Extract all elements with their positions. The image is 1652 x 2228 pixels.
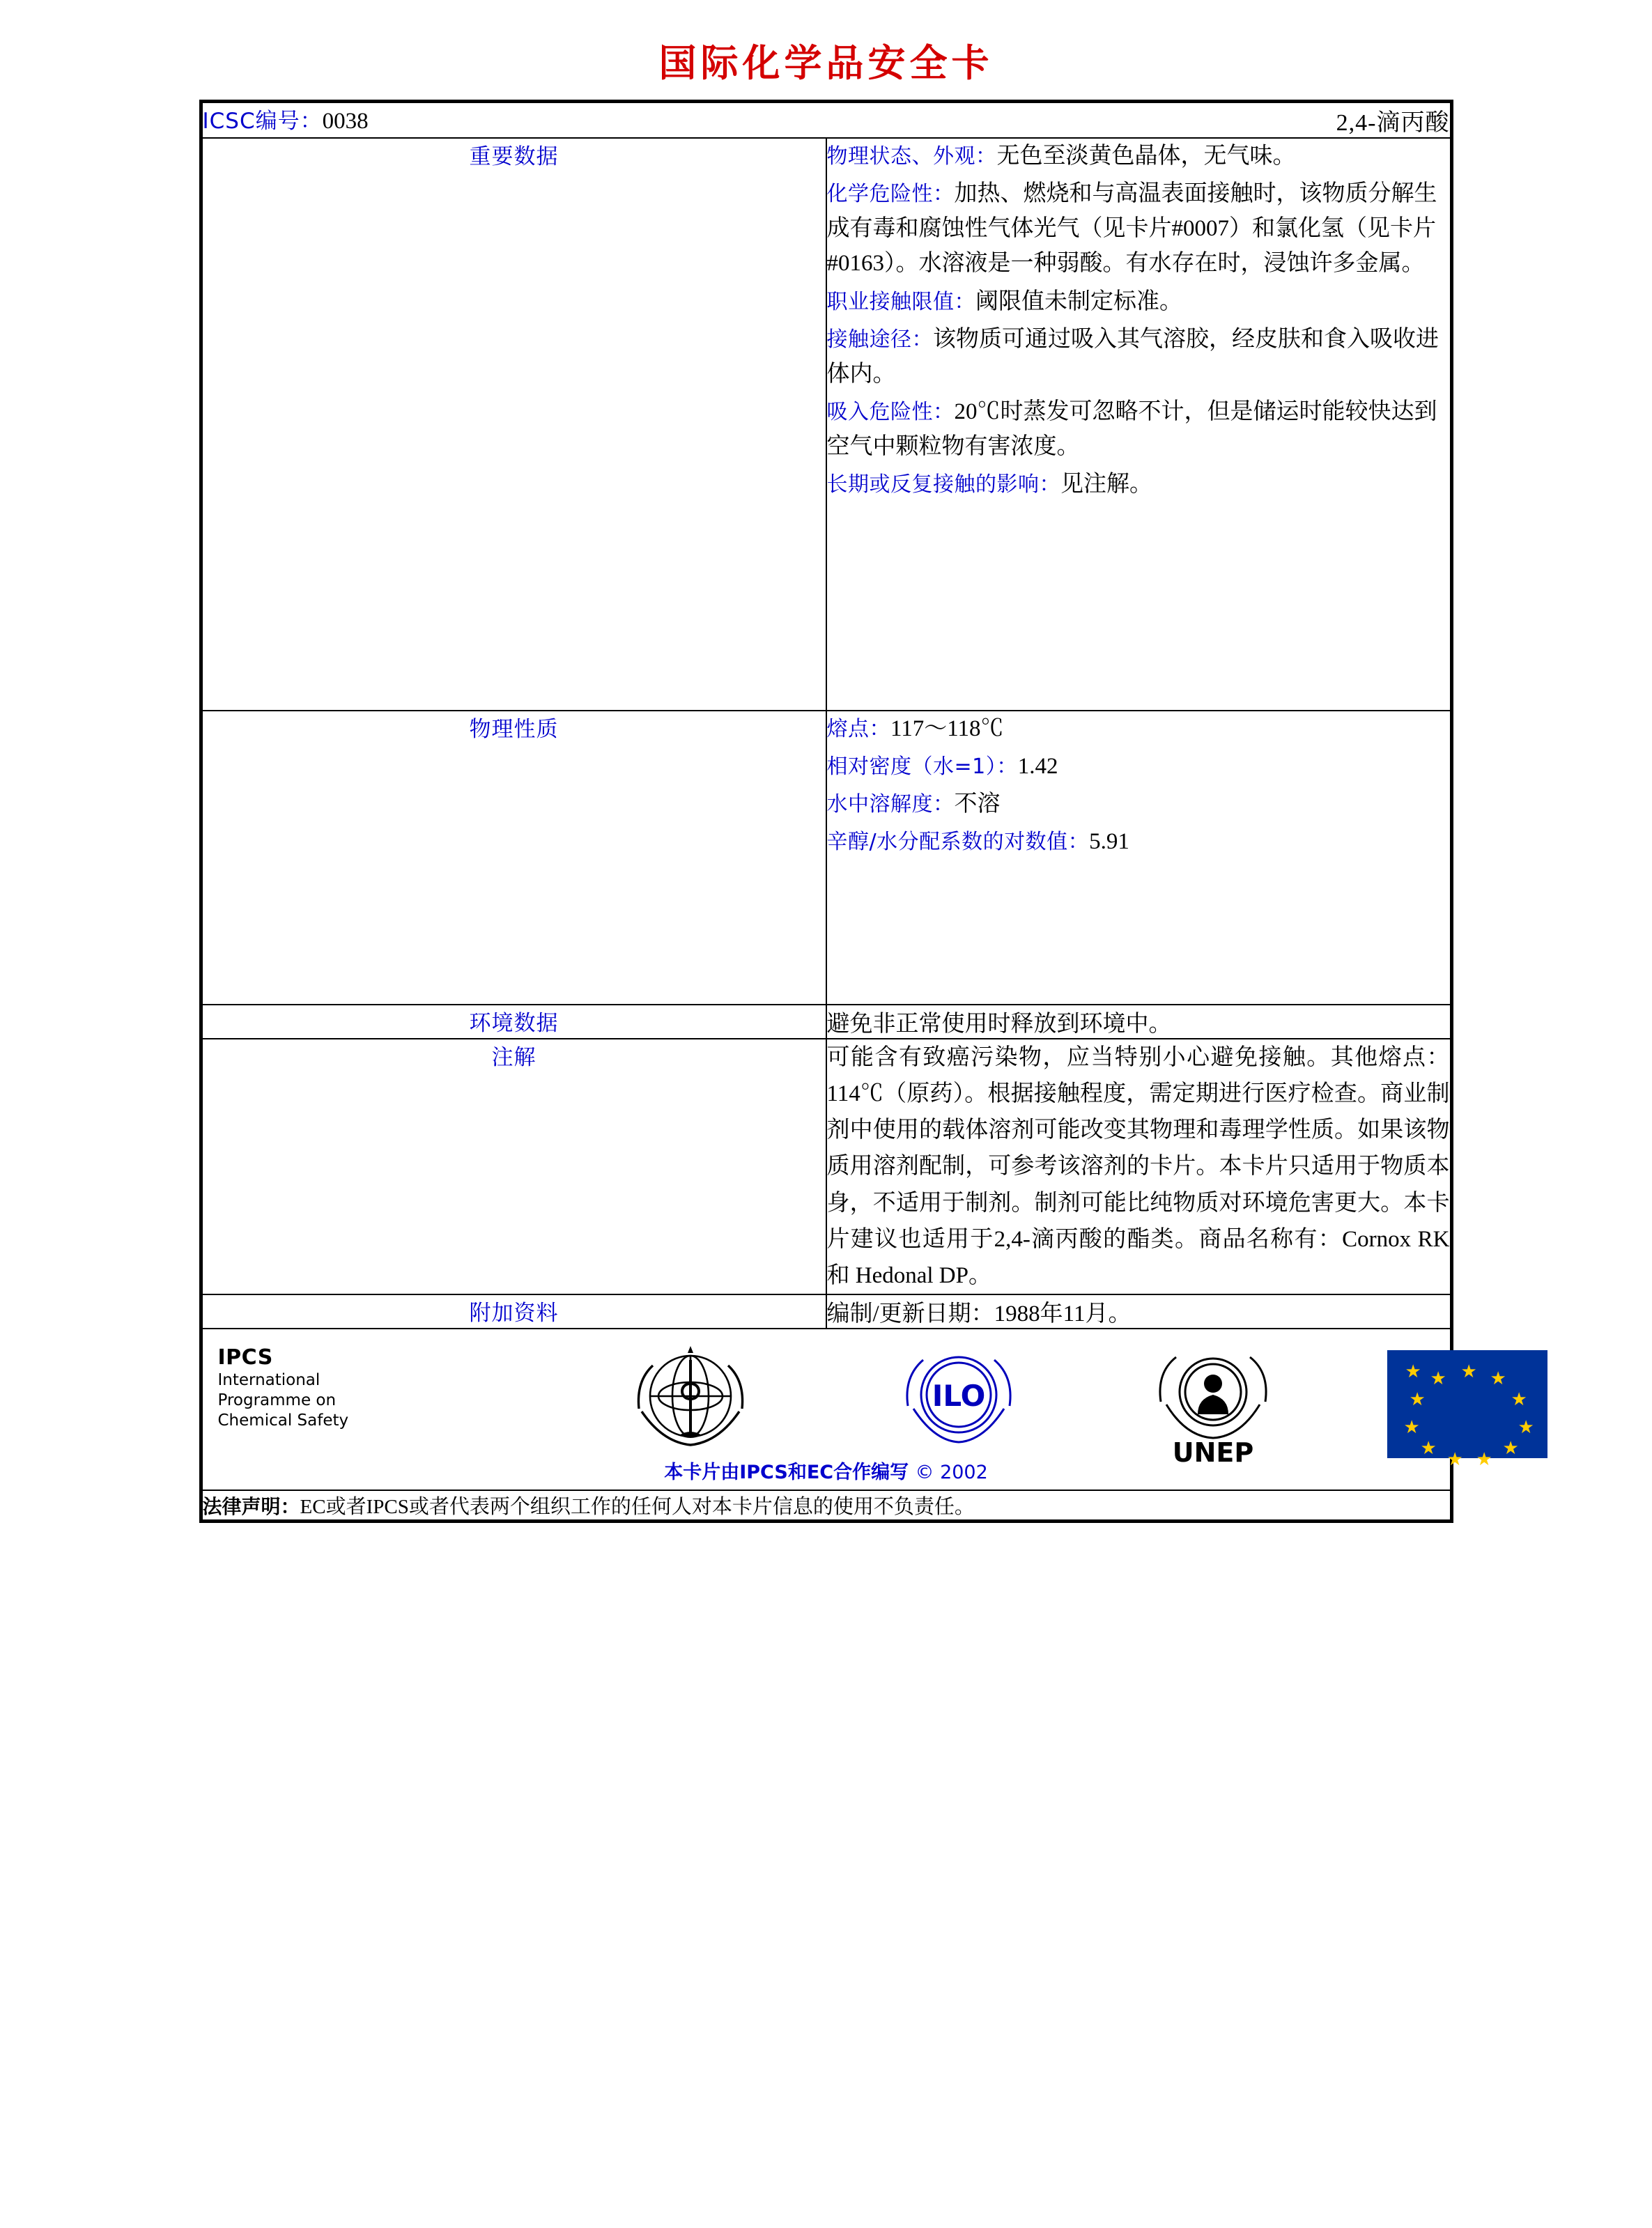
ipcs-full-line1: International: [217, 1371, 321, 1390]
legal-notice: [202, 1490, 1451, 1520]
page-title: 国际化学品安全卡: [658, 41, 994, 85]
icsc-number-label: ICSC编号：: [202, 109, 323, 134]
important-item-0-key: 物理状态、外观：: [826, 144, 997, 169]
ipcs-block: [218, 1345, 349, 1431]
credit-text: 本卡片由IPCS和EC合作编写: [664, 1461, 909, 1483]
who-logo: [628, 1342, 753, 1457]
icsc-number-cell: [203, 103, 826, 137]
card-header-row: [202, 102, 1451, 138]
icsc-number-value: 0038: [322, 109, 369, 134]
additional-info-row: [202, 1294, 1451, 1329]
phys-item-2-key: 水中溶解度：: [826, 792, 955, 817]
important-item-0-value: 无色至淡黄色晶体，无气味。: [996, 144, 1296, 169]
physical-properties-label: 物理性质: [202, 711, 826, 1005]
phys-item-3-key: 辛醇/水分配系数的对数值：: [826, 830, 1090, 855]
unep-logo-text: UNEP: [1172, 1437, 1253, 1468]
legal-row: [202, 1490, 1451, 1520]
important-item-3: [827, 322, 1450, 392]
additional-info-content: 编制/更新日期：1988年11月。: [826, 1294, 1451, 1329]
environmental-data-row: [202, 1005, 1451, 1039]
important-item-3-value: 该物质可通过吸入其气溶胶，经皮肤和食入吸收进体内。: [826, 326, 1439, 387]
icsc-card: [199, 100, 1534, 1523]
important-data-content: [826, 138, 1451, 711]
footer-logos: [203, 1329, 1534, 1490]
important-item-5-value: 见注解。: [1060, 472, 1152, 497]
footer-logos-row: [202, 1329, 1451, 1490]
physical-properties-content: [826, 711, 1451, 1005]
important-item-4-value: 20℃时蒸发可忽略不计，但是储运时能较快达到空气中颗粒物有害浓度。: [826, 399, 1437, 460]
important-item-4-key: 吸入危险性：: [826, 400, 955, 425]
notes-row: [202, 1039, 1451, 1294]
ipcs-abbrev: IPCS: [217, 1345, 273, 1370]
important-item-2-key: 职业接触限值：: [826, 289, 975, 314]
important-item-2: [827, 284, 1450, 319]
phys-item-2: [827, 787, 1450, 821]
important-data-label: 重要数据: [202, 138, 826, 711]
ilo-logo: [893, 1342, 1025, 1457]
phys-item-0-key: 熔点：: [826, 717, 890, 741]
phys-item-1-key: 相对密度（水=1）：: [826, 755, 1018, 780]
environmental-data-content: 避免非正常使用时释放到环境中。: [826, 1005, 1451, 1039]
environmental-data-label: 环境数据: [202, 1005, 826, 1039]
important-item-1: [827, 176, 1450, 281]
credit-line: [203, 1457, 1450, 1484]
important-item-4: [827, 394, 1450, 464]
additional-info-label: 附加资料: [202, 1294, 826, 1329]
physical-properties-row: [202, 711, 1451, 1005]
phys-item-2-value: 不溶: [954, 791, 1001, 817]
important-item-0: [827, 139, 1450, 173]
phys-item-1: [827, 749, 1450, 784]
important-data-row: [202, 138, 1451, 711]
important-item-2-value: 阈限值未制定标准。: [975, 288, 1182, 314]
phys-item-3-value: 5.91: [1089, 829, 1129, 855]
ipcs-full-line3: Chemical Safety: [217, 1411, 349, 1430]
important-item-5-key: 长期或反复接触的影响：: [826, 472, 1060, 497]
ipcs-full-line2: Programme on: [217, 1391, 337, 1410]
card-table: [201, 102, 1534, 1521]
legal-label: 法律声明：: [202, 1494, 300, 1518]
phys-item-3: [827, 824, 1450, 859]
notes-label: 注解: [202, 1039, 826, 1294]
important-item-1-key: 化学危险性：: [826, 182, 955, 207]
legal-text: EC或者IPCS或者代表两个组织工作的任何人对本卡片信息的使用不负责任。: [300, 1495, 975, 1518]
eu-flag-field: ★ ★ ★ ★ ★ ★ ★ ★ ★ ★ ★ ★: [1387, 1350, 1547, 1458]
credit-copyright: © 2002: [915, 1461, 988, 1483]
ilo-logo-text: ILO: [932, 1378, 985, 1413]
phys-item-0: [827, 711, 1450, 746]
eu-flag: [1387, 1350, 1547, 1469]
notes-content: 可能含有致癌污染物，应当特别小心避免接触。其他熔点：114℃（原药）。根据接触程度，需定期进行医疗检查。商业制剂中使用的载体溶剂可能改变其物理和毒理学性质。如果该物质用溶剂配制，可参考该溶剂的卡片。本卡片只适用于物质本身，不适用于制剂。制剂可能比纯物质对环境危害更大。本卡片建议也适用于2,4-滴丙酸的酯类。商品名称有：Cornox RK 和 Hedonal DP。: [826, 1039, 1451, 1294]
important-item-3-key: 接触途径：: [826, 327, 933, 352]
phys-item-1-value: 1.42: [1017, 754, 1058, 780]
important-item-5: [827, 467, 1450, 502]
important-item-1-value: 加热、燃烧和与高温表面接触时，该物质分解生成有毒和腐蚀性气体光气（见卡片#0007）和氯化氢（见卡片#0163）。水溶液是一种弱酸。有水存在时，浸蚀许多金属。: [826, 181, 1437, 277]
substance-name: 2,4-滴丙酸: [1336, 110, 1450, 136]
phys-item-0-value: 117～118℃: [890, 716, 1004, 741]
